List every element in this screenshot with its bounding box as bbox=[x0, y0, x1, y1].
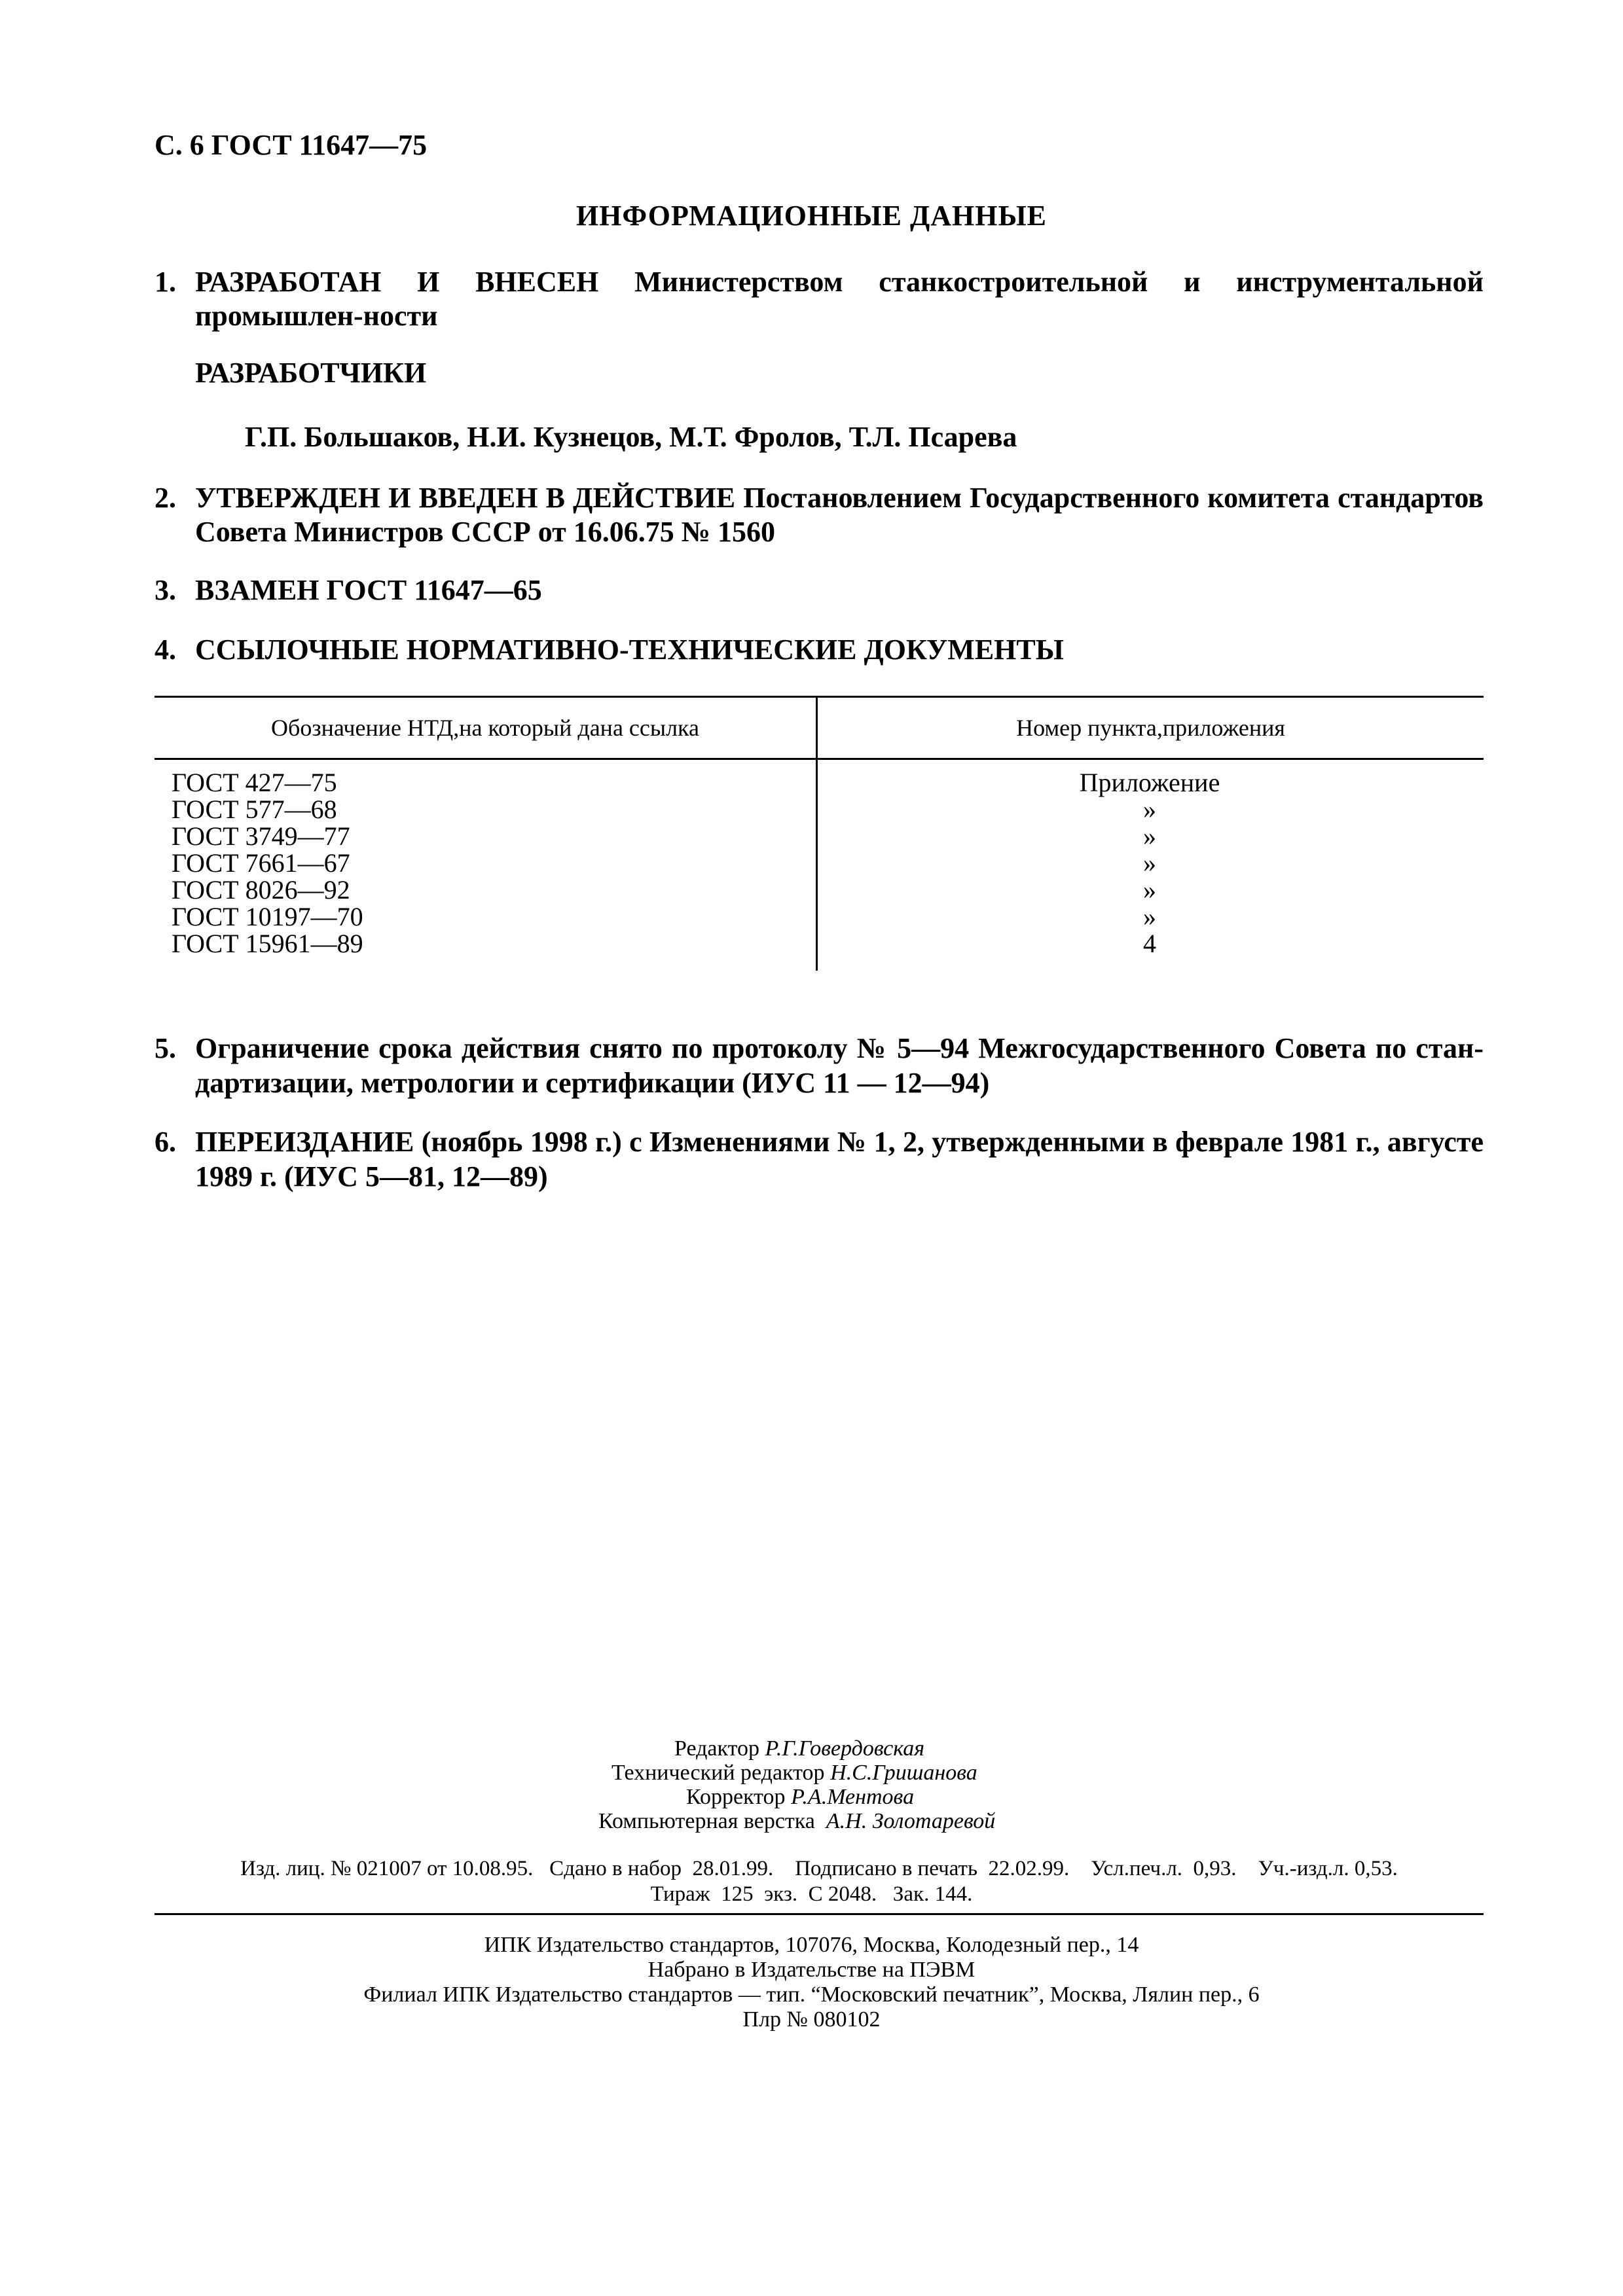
table-header-designation: Обозначение НТД,на который дана ссылка bbox=[271, 715, 699, 741]
table-cell: » bbox=[1143, 902, 1156, 931]
table-cell: » bbox=[1143, 795, 1156, 824]
credit-name: Н.С.Гришанова bbox=[830, 1761, 977, 1785]
table-cell: Приложение bbox=[1079, 768, 1220, 797]
page-header: С. 6 ГОСТ 11647—75 bbox=[155, 129, 428, 161]
item-2-body bbox=[195, 481, 1484, 549]
table-cell: ГОСТ 427—75 bbox=[172, 768, 337, 797]
table-header-clause: Номер пункта,приложения bbox=[1016, 715, 1285, 741]
section-title: ИНФОРМАЦИОННЫЕ ДАННЫЕ bbox=[575, 200, 1048, 232]
item-4-number: 4. bbox=[155, 634, 176, 666]
publisher-line-4: Плр № 080102 bbox=[742, 2007, 881, 2032]
publisher-line-1: ИПК Издательство стандартов, 107076, Москва, Колодезный пер., 14 bbox=[484, 1933, 1139, 1957]
credit-name: А.Н. Золотаревой bbox=[826, 1809, 996, 1833]
reference-table bbox=[155, 696, 1484, 971]
credit-name: Р.А.Ментова bbox=[791, 1785, 915, 1809]
item-3-number: 3. bbox=[155, 574, 176, 606]
credit-role: Технический редактор bbox=[611, 1761, 825, 1785]
item-5-text: Ограничение срока действия снято по протоколу № 5—94 Межгосударственного Совета по стан-дартизации, метрологии и сертификации (ИУС 11 — 12—94) bbox=[195, 1032, 1484, 1099]
item-5-number: 5. bbox=[155, 1032, 176, 1064]
credit-name: Р.Г.Говердовская bbox=[765, 1736, 925, 1761]
table-cell: » bbox=[1143, 821, 1156, 851]
item-3-text: ВЗАМЕН ГОСТ 11647—65 bbox=[195, 574, 542, 606]
item-2-lead: УТВЕРЖДЕН И ВВЕДЕН В ДЕЙСТВИЕ bbox=[195, 482, 736, 514]
item-6 bbox=[155, 1124, 1484, 1194]
credit-role: Корректор bbox=[686, 1785, 786, 1809]
item-6-number: 6. bbox=[155, 1126, 176, 1158]
item-3 bbox=[155, 573, 1484, 607]
table-column-clause bbox=[816, 769, 1484, 957]
table-cell: » bbox=[1143, 875, 1156, 905]
item-1-number: 1. bbox=[155, 266, 176, 298]
table-cell: » bbox=[1143, 848, 1156, 878]
table-cell: ГОСТ 577—68 bbox=[172, 795, 337, 824]
publisher-line-3: Филиал ИПК Издательство стандартов — тип. “Московский печатник”, Москва, Лялин пер., 6 bbox=[363, 1982, 1260, 2007]
table-cell: ГОСТ 15961—89 bbox=[172, 929, 363, 958]
imprint-line-1: Изд. лиц. № 021007 от 10.08.95. Сдано в набор 28.01.99. Подписано в печать 22.02.99. Усл.печ.л. 0,93. Уч.-изд.л. 0,53. bbox=[240, 1857, 1398, 1880]
item-4 bbox=[155, 633, 1484, 667]
table-cell: ГОСТ 7661—67 bbox=[172, 848, 350, 878]
imprint-rule bbox=[155, 1913, 1484, 1915]
table-top-rule bbox=[155, 696, 1484, 698]
item-6-text: ПЕРЕИЗДАНИЕ (ноябрь 1998 г.) с Изменениями № 1, 2, утвержденными в феврале 1981 г., августе 1989 г. (ИУС 5—81, 12—89) bbox=[195, 1126, 1484, 1193]
imprint-line-2: Тираж 125 экз. С 2048. Зак. 144. bbox=[650, 1882, 973, 1906]
item-2-number: 2. bbox=[155, 482, 176, 514]
developers-label: РАЗРАБОТЧИКИ bbox=[195, 357, 427, 389]
credit-tech-editor bbox=[570, 1761, 995, 1785]
credit-proofreader bbox=[570, 1785, 995, 1809]
credits-block bbox=[570, 1736, 995, 1833]
credit-layout bbox=[570, 1809, 995, 1833]
item-4-text: ССЫЛОЧНЫЕ НОРМАТИВНО-ТЕХНИЧЕСКИЕ ДОКУМЕНТЫ bbox=[195, 634, 1064, 666]
credit-role: Компьютерная верстка bbox=[598, 1809, 815, 1833]
item-2-text: Постановлением Государственного комитета стандартов Совета Министров СССР от 16.06.75 № 1560 bbox=[195, 482, 1484, 548]
item-2 bbox=[155, 481, 1484, 549]
table-cell: ГОСТ 10197—70 bbox=[172, 902, 363, 931]
item-5 bbox=[155, 1031, 1484, 1100]
item-1-lead: РАЗРАБОТАН И ВНЕСЕН bbox=[195, 266, 599, 298]
table-column-designation bbox=[172, 769, 363, 957]
credit-role: Редактор bbox=[674, 1736, 759, 1761]
table-cell: ГОСТ 8026—92 bbox=[172, 875, 350, 905]
table-cell: 4 bbox=[1143, 929, 1156, 958]
developers-names: Г.П. Большаков, Н.И. Кузнецов, М.Т. Фролов, Т.Л. Псарева bbox=[245, 421, 1017, 453]
table-header-rule bbox=[155, 758, 1484, 760]
table-cell: ГОСТ 3749—77 bbox=[172, 821, 350, 851]
item-1-text: Министерством станкостроительной и инструментальной промышлен-ности bbox=[195, 266, 1484, 332]
publisher-line-2: Набрано в Издательстве на ПЭВМ bbox=[647, 1958, 976, 1982]
credit-editor bbox=[570, 1736, 995, 1761]
item-1 bbox=[155, 265, 1484, 333]
item-1-body bbox=[195, 265, 1484, 333]
